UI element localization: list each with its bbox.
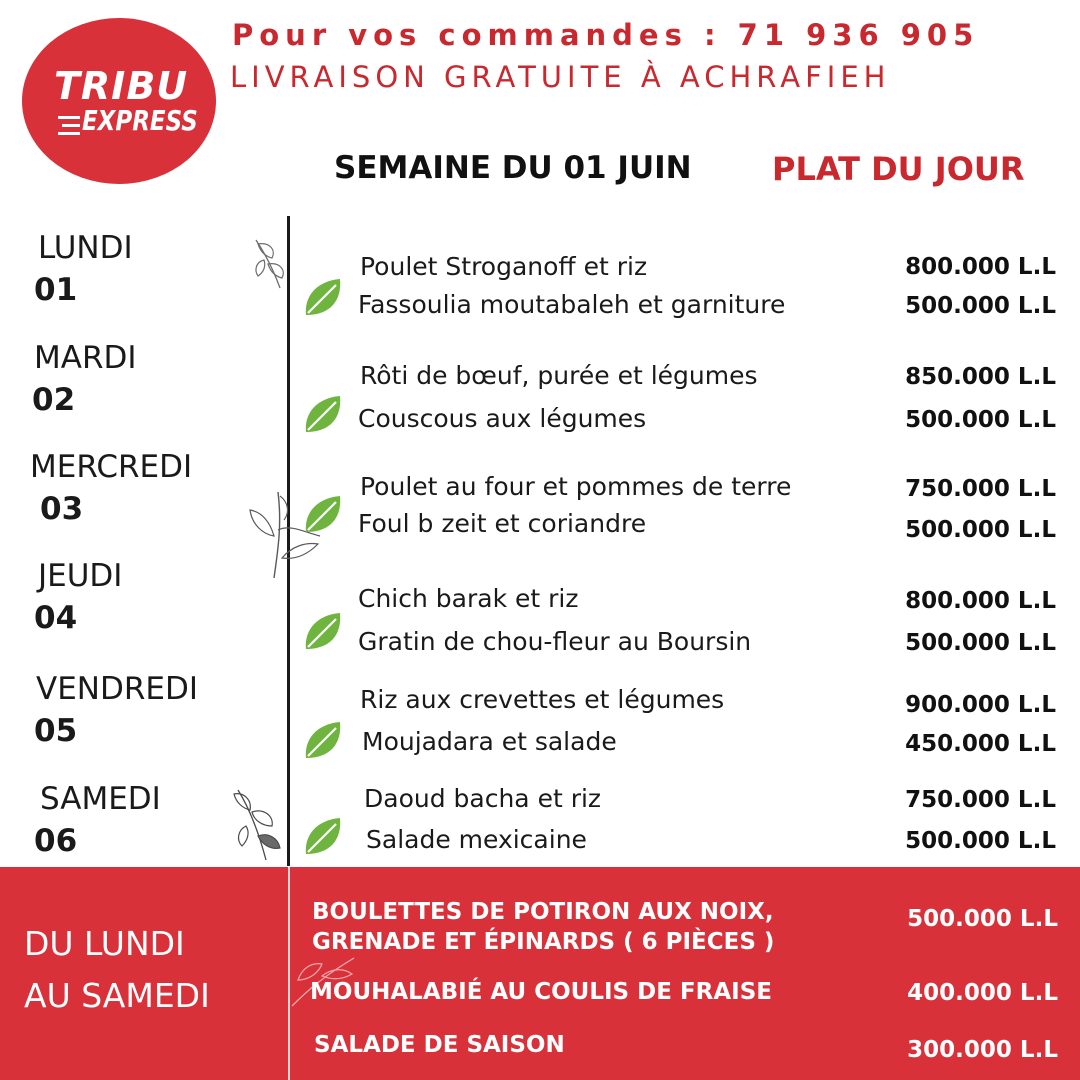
day-number: 01: [34, 272, 78, 308]
special-name: SALADE DE SAISON: [314, 1032, 565, 1058]
day-name: VENDREDI: [36, 671, 198, 707]
dish-price: 750.000 L.L: [905, 787, 1056, 813]
dish-price: 900.000 L.L: [905, 692, 1056, 718]
dish-name: Salade mexicaine: [366, 825, 587, 854]
green-leaf-icon: [302, 492, 346, 536]
footer-days-label: [24, 918, 210, 1022]
day-label-samedi: [34, 781, 161, 859]
day-label-mardi: [34, 340, 137, 418]
dish-name: Couscous aux légumes: [358, 404, 647, 433]
footer-days-line1: DU LUNDI: [24, 924, 185, 963]
green-leaf-icon: [302, 392, 346, 436]
day-label-jeudi: [34, 558, 123, 636]
dish-price: 800.000 L.L: [905, 254, 1056, 280]
dish-name: Poulet au four et pommes de terre: [360, 472, 792, 501]
dish-name: Fassoulia moutabaleh et garniture: [358, 290, 786, 319]
logo-line1: TRIBU: [54, 64, 189, 108]
speed-line-icon: [58, 116, 80, 119]
dish-name: Daoud bacha et riz: [364, 784, 602, 813]
dish-name: Riz aux crevettes et légumes: [360, 685, 725, 714]
dish-price: 500.000 L.L: [905, 293, 1056, 319]
footer-days-line2: AU SAMEDI: [24, 976, 210, 1015]
section-title: PLAT DU JOUR: [772, 150, 1025, 188]
day-name: LUNDI: [38, 230, 133, 266]
day-label-mercredi: [30, 449, 192, 527]
green-leaf-icon: [302, 275, 346, 319]
dish-price: 500.000 L.L: [905, 407, 1056, 433]
dish-name: Chich barak et riz: [358, 584, 579, 613]
order-phone-line: Pour vos commandes : 71 936 905: [232, 18, 980, 52]
leaf-sprig-icon: [250, 236, 290, 292]
day-number: 05: [34, 713, 78, 749]
green-leaf-icon: [302, 609, 346, 653]
dish-price: 850.000 L.L: [905, 364, 1056, 390]
day-number: 06: [34, 823, 78, 859]
speed-line-icon: [62, 124, 80, 127]
week-title: SEMAINE DU 01 JUIN: [334, 150, 692, 186]
day-number: 03: [40, 491, 84, 527]
delivery-line: LIVRAISON GRATUITE À ACHRAFIEH: [230, 60, 891, 94]
green-leaf-icon: [302, 718, 346, 762]
logo-line2: EXPRESS: [82, 104, 198, 137]
special-price: 500.000 L.L: [907, 906, 1058, 932]
dish-price: 500.000 L.L: [905, 828, 1056, 854]
day-name: MERCREDI: [30, 449, 193, 485]
dish-price: 500.000 L.L: [905, 517, 1056, 543]
speed-line-icon: [58, 132, 80, 135]
dish-name: Rôti de bœuf, purée et légumes: [360, 361, 758, 390]
dish-name: Moujadara et salade: [362, 727, 617, 756]
day-label-lundi: [34, 230, 133, 308]
day-name: MARDI: [34, 340, 137, 376]
day-number: 04: [34, 600, 78, 636]
special-name: MOUHALABIÉ AU COULIS DE FRAISE: [310, 979, 772, 1005]
dish-name: Poulet Stroganoff et riz: [360, 252, 648, 281]
special-price: 400.000 L.L: [907, 980, 1058, 1006]
dish-price: 800.000 L.L: [905, 588, 1056, 614]
special-name: BOULETTES DE POTIRON AUX NOIX, GRENADE ET ÉPINARDS ( 6 PIÈCES ): [312, 899, 775, 955]
dish-price: 750.000 L.L: [905, 476, 1056, 502]
day-name: SAMEDI: [40, 781, 161, 817]
leaf-sprig-icon: [230, 786, 284, 862]
dish-name: Gratin de chou-fleur au Boursin: [358, 627, 752, 656]
day-number: 02: [32, 382, 76, 418]
special-price: 300.000 L.L: [907, 1037, 1058, 1063]
tribu-express-logo: [22, 18, 216, 184]
day-label-vendredi: [36, 671, 198, 749]
green-leaf-icon: [302, 814, 346, 858]
dish-price: 450.000 L.L: [905, 731, 1056, 757]
dish-name: Foul b zeit et coriandre: [358, 509, 647, 538]
dish-price: 500.000 L.L: [905, 630, 1056, 656]
day-name: JEUDI: [38, 558, 123, 594]
